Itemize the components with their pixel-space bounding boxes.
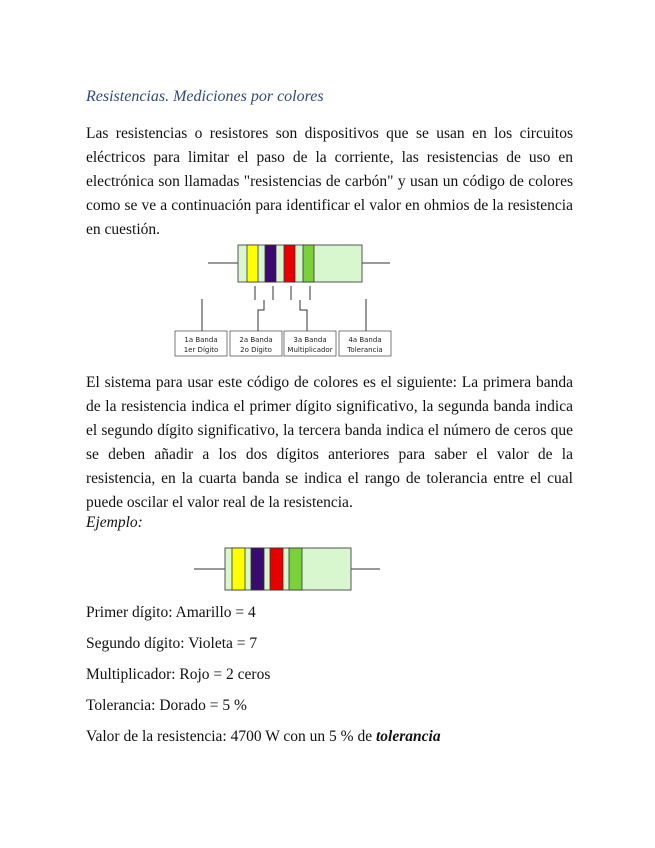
band-4 <box>303 245 314 282</box>
band-label-1-line2: 1er Dígito <box>183 346 219 354</box>
resistance-value-line <box>86 728 441 746</box>
band-label-1-line1: 1a Banda <box>184 336 218 344</box>
second-digit-line: Segundo dígito: Violeta = 7 <box>86 635 258 652</box>
resistance-value-text: Valor de la resistencia: 4700 W con un 5 % de <box>86 728 376 745</box>
band-3 <box>284 245 295 282</box>
intro-paragraph: Las resistencias o resistores son dispositivos que se usan en los circuitos eléctricos para limitar el paso de la corriente, las resistencias de uso en electrónica son llamadas "resistencias de carbón" y usan un código de colores como se ve a continuación para identificar el valor en ohmios de la resistencia en cuestión. <box>86 125 573 238</box>
pointer-lines <box>202 286 366 331</box>
band-label-4-line2: Tolerancia <box>347 346 383 354</box>
band-label-2 <box>230 331 282 356</box>
band-1 <box>247 245 258 282</box>
example-label: Ejemplo: <box>86 514 143 531</box>
example-resistor <box>192 543 382 593</box>
multiplier-line: Multiplicador: Rojo = 2 ceros <box>86 666 271 683</box>
tolerance-line: Tolerancia: Dorado = 5 % <box>86 697 247 714</box>
example-band-4 <box>289 548 302 590</box>
page-title: Resistencias. Mediciones por colores <box>86 88 324 105</box>
band-label-3-line1: 3a Banda <box>293 336 327 344</box>
band-2 <box>265 245 276 282</box>
band-label-4 <box>339 331 391 356</box>
band-label-3 <box>284 331 336 356</box>
first-digit-line: Primer dígito: Amarillo = 4 <box>86 604 256 621</box>
band-label-1 <box>175 331 227 356</box>
band-label-3-line2: Multiplicador <box>287 346 333 354</box>
example-band-1 <box>232 548 245 590</box>
band-label-2-line2: 2o Dígito <box>240 346 272 354</box>
band-label-4-line1: 4a Banda <box>348 336 382 344</box>
example-band-3 <box>270 548 283 590</box>
band-label-2-line1: 2a Banda <box>239 336 273 344</box>
example-band-2 <box>251 548 264 590</box>
resistor-color-code-diagram <box>170 242 392 357</box>
system-paragraph: El sistema para usar este código de colores es el siguiente: La primera banda de la resistencia indica el primer dígito significativo, la segunda banda indica el segundo dígito significativo, la tercera banda indica el número de ceros que se deben añadir a los dos dígitos anteriores para saber el valor de la resistencia, en la cuarta banda se indica el rango de tolerancia entre el cual puede oscilar el valor real de la resistencia. <box>86 374 573 511</box>
tolerance-emphasis: tolerancia <box>375 728 441 745</box>
